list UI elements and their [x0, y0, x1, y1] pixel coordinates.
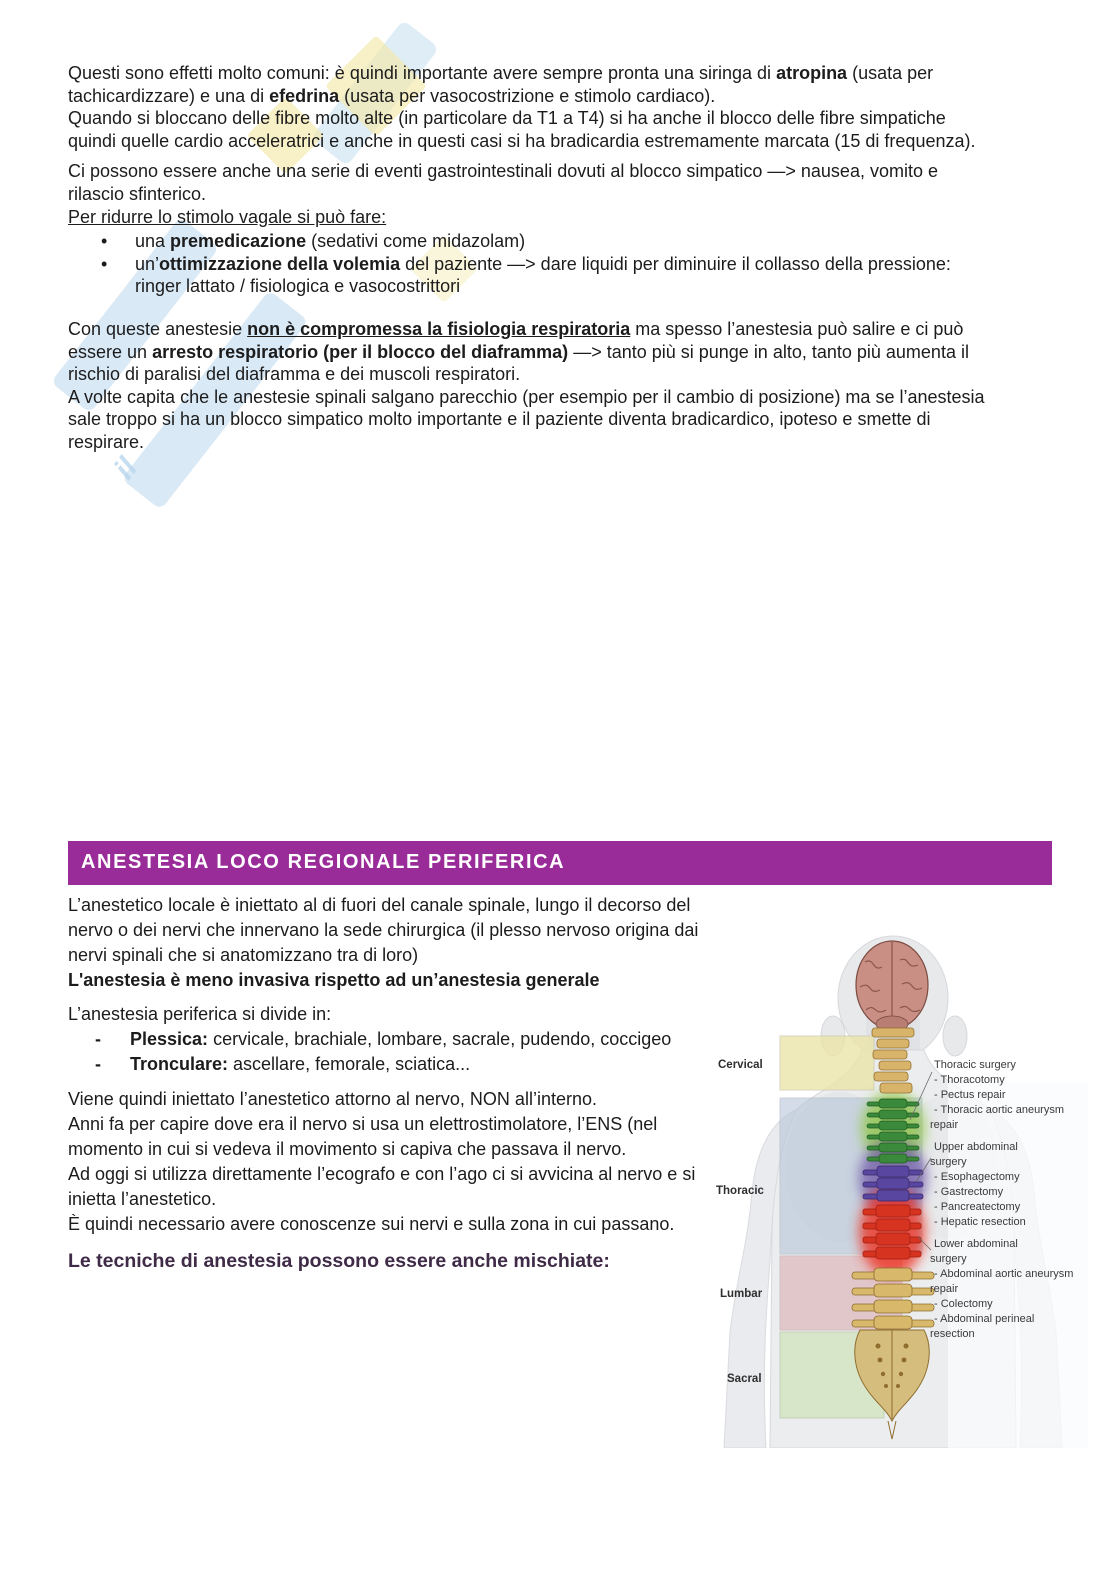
svg-text:Thoracic surgery: Thoracic surgery [934, 1059, 1016, 1071]
svg-text:repair: repair [930, 1283, 959, 1295]
svg-text:- Abdominal aortic aneurysm: - Abdominal aortic aneurysm [934, 1268, 1074, 1280]
section-title: ANESTESIA LOCO REGIONALE PERIFERICA [81, 851, 566, 873]
paragraph-si-divide: L’anestesia periferica si divide in: [68, 1003, 332, 1024]
region-cervical-rect [780, 1036, 874, 1090]
svg-text:- Pectus repair: - Pectus repair [934, 1089, 1006, 1101]
svg-text:surgery: surgery [930, 1253, 967, 1265]
bullet-list [68, 230, 988, 298]
bullet-icon: • [101, 231, 108, 252]
paragraph-atropina-efedrina: Questi sono effetti molto comuni: è quindi importante avere sempre pronta una siringa di atropina (usata per tachicardizzare) e una di efedrina (usata per vasocostrizione e stimolo cardiaco). [68, 63, 934, 106]
label-panel [948, 1082, 1088, 1448]
underlined-text: Per ridurre lo stimolo vagale si può fare: [68, 206, 387, 227]
svg-text:- Thoracotomy: - Thoracotomy [934, 1074, 1005, 1086]
svg-text:surgery: surgery [930, 1156, 967, 1168]
paragraph-anestesie-spinali: A volte capita che le anestesie spinali salgano parecchio (per esempio per il cambio di posizione) ma se l’anestesia sale troppo si ha un blocco simpatico molto importante e il paziente diventa bradicardico, ipoteso e smette di respirare. [68, 386, 985, 452]
svg-text:Lower abdominal: Lower abdominal [934, 1238, 1018, 1250]
list-item-text: Plessica: cervicale, brachiale, lombare, sacrale, pudendo, coccigeo [130, 1028, 672, 1049]
list-item [68, 253, 988, 298]
upper-lumbar-vertebrae-purple [863, 1166, 923, 1201]
section-text-column [68, 885, 723, 1237]
paragraph-ecografo: Ad oggi si utilizza direttamente l’ecografo e con l’ago ci si avvicina al nervo e si inietta l’anestetico. [68, 1163, 696, 1209]
intro-text-block [68, 62, 988, 454]
label-sacral: Sacral [727, 1373, 762, 1385]
closing-heading: Le tecniche di anestesia possono essere anche mischiate: [68, 1249, 610, 1272]
list-item [68, 1052, 723, 1077]
spine-anatomy-figure [700, 932, 1116, 1448]
paragraph-attorno-al-nervo: Viene quindi iniettato l’anestetico attorno al nervo, NON all’interno. [68, 1088, 597, 1109]
section-header-bar [68, 841, 1052, 885]
list-item [68, 230, 988, 253]
dash-icon: - [95, 1053, 101, 1074]
list-item-text: una premedicazione (sedativi come midazolam) [135, 231, 526, 252]
svg-text:- Esophagectomy: - Esophagectomy [934, 1171, 1020, 1183]
list-item-text: Tronculare: ascellare, femorale, sciatica... [130, 1053, 471, 1074]
svg-text:- Hepatic resection: - Hepatic resection [934, 1216, 1026, 1228]
paragraph-eventi-gastrointestinali: Ci possono essere anche una serie di eventi gastrointestinali dovuti al blocco simpatico —> nausea, vomito e rilascio sfinterico. [68, 161, 938, 204]
blank-gap [68, 451, 1116, 841]
watermark-text-fragment: il [107, 451, 145, 486]
paragraph-fisiologia-respiratoria: Con queste anestesie non è compromessa la fisiologia respiratoria ma spesso l’anestesia può salire e ci può essere un arresto respiratorio (per il blocco del diaframma) —> tanto più si punge in alto, tanto più aumenta il rischio di paralisi del diaframma e dei muscoli respiratori. [68, 318, 969, 385]
svg-text:resection: resection [930, 1328, 975, 1340]
list-item-text: un’ottimizzazione della volemia del paziente —> dare liquidi per diminuire il collasso della pressione: ringer lattato / fisiologica e vasocostrittori [135, 253, 951, 297]
paragraph-blocco-fibre: Quando si bloccano delle fibre molto alte (in particolare da T1 a T4) si ha anche il blocco delle fibre simpatiche quindi quelle cardio acceleratrici e anche in questi casi si ha bradicardia estremamente marcata (15 di frequenza). [68, 108, 976, 151]
line-stimolo-vagale [68, 206, 988, 229]
svg-text:- Pancreatectomy: - Pancreatectomy [934, 1201, 1021, 1213]
svg-text:- Gastrectomy: - Gastrectomy [934, 1186, 1004, 1198]
paragraph-anestetico-locale: L’anestetico locale è iniettato al di fuori del canale spinale, lungo il decorso del nervo o dei nervi che innervano la sede chirurgica (il plesso nervoso origina dai nervi spinali che si anatomizzano tra di loro) [68, 894, 699, 965]
svg-text:repair: repair [930, 1119, 959, 1131]
paragraph-elettrostimolatore: Anni fa per capire dove era il nervo si usa un elettrostimolatore, l’ENS (nel momento in cui si vedeva il movimento si capiva che passava il nervo. [68, 1113, 658, 1159]
paragraph-conoscenze-nervi: È quindi necessario avere conoscenze sui nervi e sulla zona in cui passano. [68, 1213, 675, 1234]
dash-icon: - [95, 1028, 101, 1049]
label-thoracic: Thoracic [716, 1185, 764, 1197]
svg-text:- Thoracic aortic aneurysm: - Thoracic aortic aneurysm [934, 1104, 1065, 1116]
list-item [68, 1027, 723, 1052]
dash-list [68, 1027, 723, 1077]
svg-text:- Colectomy: - Colectomy [934, 1298, 993, 1310]
ear-right [943, 1016, 967, 1056]
paragraph-meno-invasiva: L'anestesia è meno invasiva rispetto ad un’anestesia generale [68, 969, 600, 990]
label-lumbar: Lumbar [720, 1288, 763, 1300]
svg-text:Upper abdominal: Upper abdominal [934, 1141, 1018, 1153]
label-cervical: Cervical [718, 1059, 763, 1071]
bullet-icon: • [101, 253, 108, 274]
svg-text:- Abdominal perineal: - Abdominal perineal [934, 1313, 1035, 1325]
